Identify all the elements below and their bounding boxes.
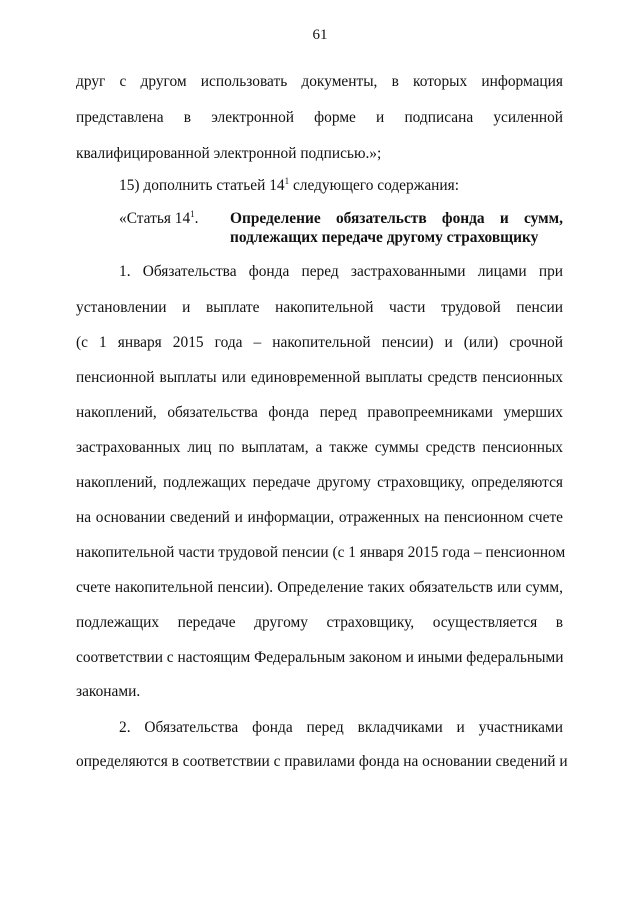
paragraph-1-line: подлежащих передаче другому страховщику, осуществляется в [76, 614, 563, 631]
paragraph-1-line: накоплений, обязательства фонда перед правопреемниками умерших [76, 404, 563, 421]
paragraph-2-line: определяются в соответствии с правилами фонда на основании сведений и [76, 753, 568, 770]
paragraph-1-line: на основании сведений и информации, отраженных на пенсионном счете [76, 509, 563, 526]
paragraph-1-line: установлении и выплате накопительной части трудовой пенсии [76, 299, 563, 316]
amendment-item-15: 15) дополнить статьей $14^1$ следующего содержания: [119, 176, 459, 194]
paragraph-1-line: застрахованных лиц по выплатам, а также суммы средств пенсионных [76, 439, 563, 456]
page-number: 61 [312, 27, 328, 43]
paragraph-1-line: соответствии с настоящим Федеральным законом и иными федеральными [76, 649, 564, 666]
paragraph-2-line: 2. Обязательства фонда перед вкладчиками и участниками [119, 719, 563, 736]
article-title-line-1: Определение обязательств фонда и сумм, [230, 210, 563, 227]
paragraph-1-line: счете накопительной пенсии). Определение таких обязательств или сумм, [76, 579, 563, 596]
paragraph-1-line: накопительной части трудовой пенсии (с 1 января 2015 года – пенсионном [76, 544, 566, 561]
paragraph-1-line: накоплений, подлежащих передаче другому страховщику, определяются [76, 474, 563, 491]
text-line: друг с другом использовать документы, в которых информация [76, 73, 563, 90]
text-line: представлена в электронной форме и подписана усиленной [76, 109, 563, 126]
paragraph-1-line: 1. Обязательства фонда перед застрахованными лицами при [119, 263, 563, 280]
article-title-line-2: подлежащих передаче другому страховщику [230, 229, 539, 246]
paragraph-1-line: пенсионной выплаты или единовременной выплаты средств пенсионных [76, 369, 563, 386]
paragraph-1-line: законами. [76, 683, 141, 700]
text-line: квалифицированной электронной подписью.»; [76, 145, 382, 162]
article-label: «Статья $14^1$. [119, 209, 199, 227]
paragraph-1-line: (с 1 января 2015 года – накопительной пенсии) и (или) срочной [76, 334, 563, 351]
